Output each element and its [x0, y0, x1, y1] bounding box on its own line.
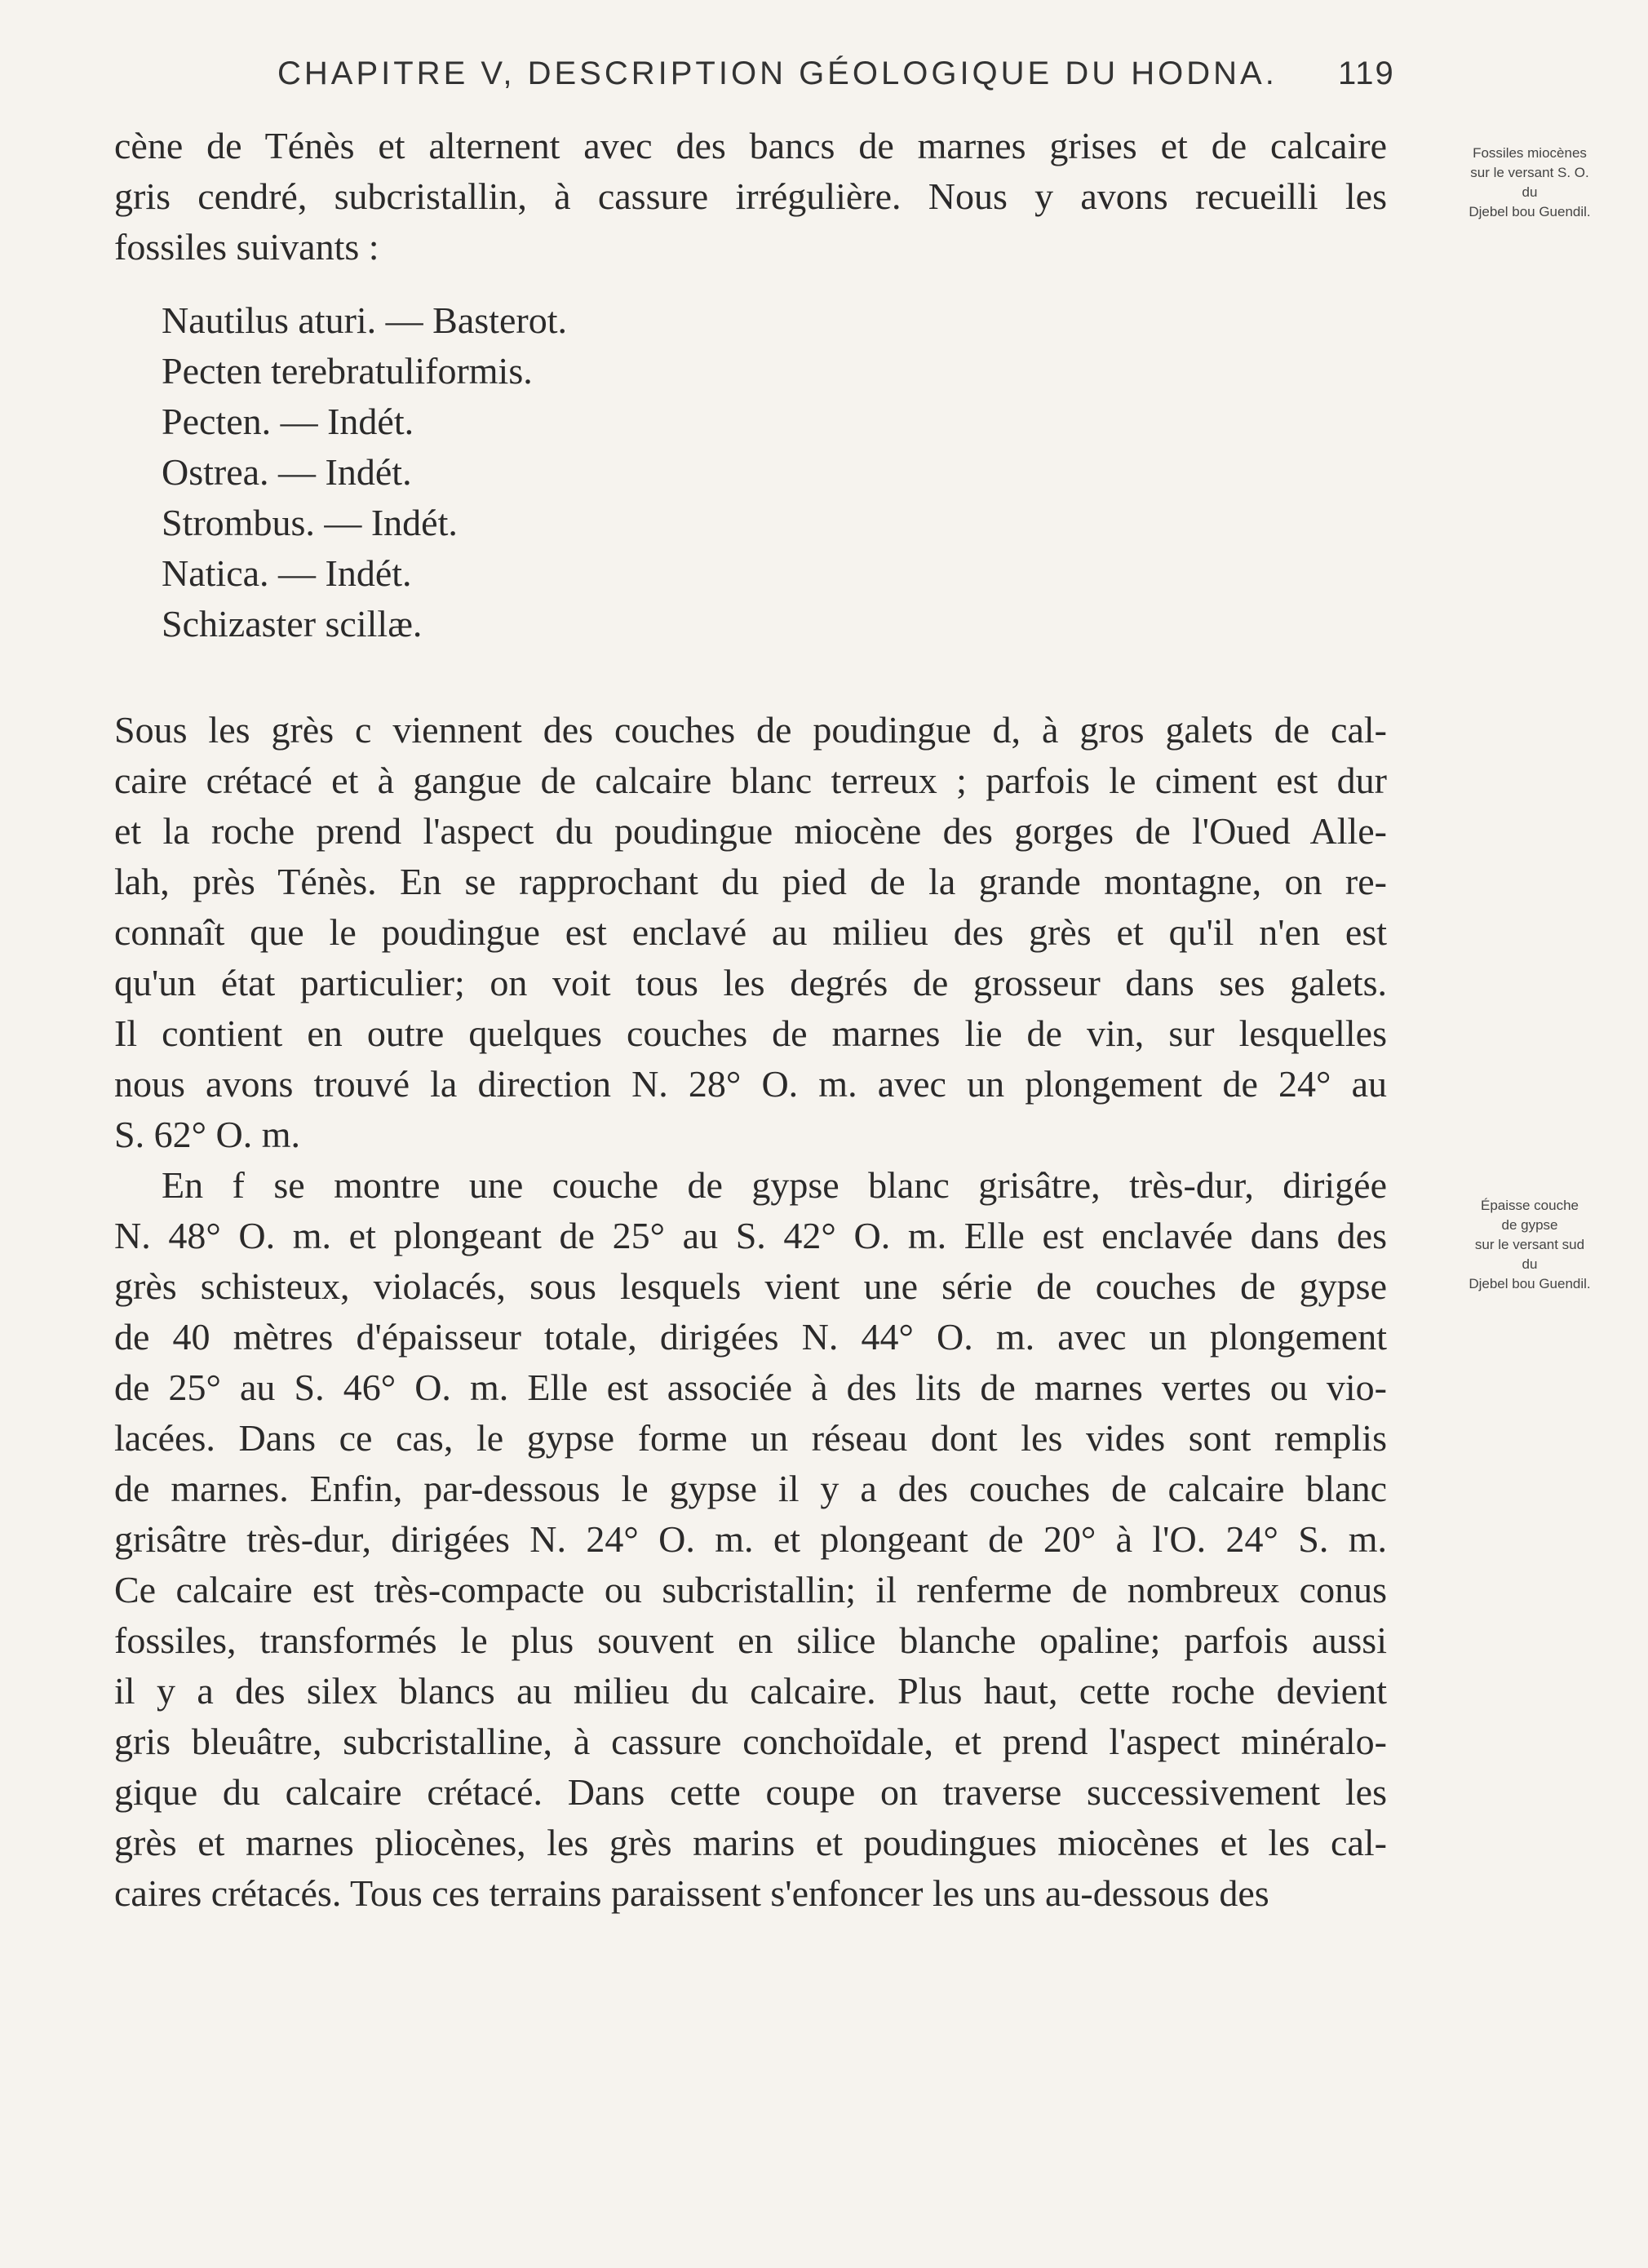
- paragraph-poudingue: [114, 705, 1387, 1160]
- text-line: qu'un état particulier; on voit tous les degrés de grosseur dans ses galets.: [114, 962, 1387, 1003]
- text-line: lah, près Ténès. En se rapprochant du pied de la grande montagne, on re-: [114, 861, 1387, 902]
- fossil-item: Pecten. — Indét.: [162, 401, 414, 442]
- fossil-item: Strombus. — Indét.: [162, 502, 458, 543]
- text-line: grisâtre très-dur, dirigées N. 24° O. m. et plongeant de 20° à l'O. 24° S. m.: [114, 1518, 1387, 1560]
- text-line: fossiles suivants :: [114, 226, 379, 268]
- fossil-item: Nautilus aturi. — Basterot.: [162, 299, 567, 341]
- text-line: gris cendré, subcristallin, à cassure irrégulière. Nous y avons recueilli les: [114, 175, 1387, 217]
- margin-note-line: de gypse: [1501, 1217, 1558, 1233]
- margin-note-line: du: [1522, 1256, 1538, 1272]
- margin-note-line: sur le versant S. O.: [1470, 165, 1589, 180]
- text-line: connaît que le poudingue est enclavé au milieu des grès et qu'il n'en est: [114, 911, 1387, 953]
- paragraph-gypse: [114, 1160, 1387, 1919]
- text-line: gris bleuâtre, subcristalline, à cassure conchoïdale, et prend l'aspect minéralo-: [114, 1721, 1387, 1762]
- text-line: gique du calcaire crétacé. Dans cette coupe on traverse successivement les: [114, 1771, 1387, 1813]
- paragraph-intro: [114, 121, 1387, 272]
- text-line: de marnes. Enfin, par-dessous le gypse il y a des couches de calcaire blanc: [114, 1468, 1387, 1509]
- margin-note-gypse: [1420, 1196, 1640, 1294]
- text-line: grès schisteux, violacés, sous lesquels vient une série de couches de gypse: [114, 1265, 1387, 1307]
- margin-note-line: sur le versant sud: [1474, 1237, 1585, 1252]
- fossil-item: Schizaster scillæ.: [162, 603, 423, 645]
- text-line: de 40 mètres d'épaisseur totale, dirigées N. 44° O. m. avec un plongement: [114, 1316, 1387, 1358]
- margin-note-line: Épaisse couche: [1480, 1198, 1579, 1213]
- text-line: et la roche prend l'aspect du poudingue miocène des gorges de l'Oued Alle-: [114, 810, 1387, 852]
- text-line: nous avons trouvé la direction N. 28° O. m. avec un plongement de 24° au: [114, 1063, 1387, 1105]
- fossil-item: Pecten terebratuliformis.: [162, 350, 533, 392]
- text-line: N. 48° O. m. et plongeant de 25° au S. 42° O. m. Elle est enclavée dans des: [114, 1215, 1387, 1256]
- text-line: grès et marnes pliocènes, les grès marins et poudingues miocènes et les cal-: [114, 1822, 1387, 1863]
- text-line: de 25° au S. 46° O. m. Elle est associée à des lits de marnes vertes ou vio-: [114, 1367, 1387, 1408]
- fossil-list: [162, 295, 567, 649]
- text-line: Ce calcaire est très-compacte ou subcristallin; il renferme de nombreux conus: [114, 1569, 1387, 1610]
- text-line: caires crétacés. Tous ces terrains paraissent s'enfoncer les uns au-dessous des: [114, 1872, 1269, 1914]
- text-line: cène de Ténès et alternent avec des bancs de marnes grises et de calcaire: [114, 125, 1387, 166]
- running-head: [277, 55, 1395, 92]
- fossil-item: Natica. — Indét.: [162, 552, 412, 594]
- text-line: lacées. Dans ce cas, le gypse forme un réseau dont les vides sont remplis: [114, 1417, 1387, 1459]
- fossil-item: Ostrea. — Indét.: [162, 451, 412, 493]
- margin-note-line: Djebel bou Guendil.: [1469, 204, 1591, 219]
- margin-note-line: Djebel bou Guendil.: [1469, 1276, 1591, 1291]
- text-line: S. 62° O. m.: [114, 1114, 300, 1155]
- margin-note-line: Fossiles miocènes: [1473, 145, 1587, 161]
- text-line: fossiles, transformés le plus souvent en silice blanche opaline; parfois aussi: [114, 1619, 1387, 1661]
- margin-note-fossiles: [1420, 144, 1640, 222]
- text-line: En f se montre une couche de gypse blanc grisâtre, très-dur, dirigée: [162, 1164, 1387, 1206]
- page-number: 119: [1338, 55, 1395, 91]
- text-line: il y a des silex blancs au milieu du calcaire. Plus haut, cette roche devient: [114, 1670, 1387, 1712]
- text-line: Sous les grès c viennent des couches de poudingue d, à gros galets de cal-: [114, 709, 1387, 751]
- text-line: Il contient en outre quelques couches de marnes lie de vin, sur lesquelles: [114, 1012, 1387, 1054]
- margin-note-line: du: [1522, 184, 1538, 200]
- chapter-title: CHAPITRE V, DESCRIPTION GÉOLOGIQUE DU HODNA.: [277, 55, 1278, 91]
- text-line: caire crétacé et à gangue de calcaire blanc terreux ; parfois le ciment est dur: [114, 760, 1387, 801]
